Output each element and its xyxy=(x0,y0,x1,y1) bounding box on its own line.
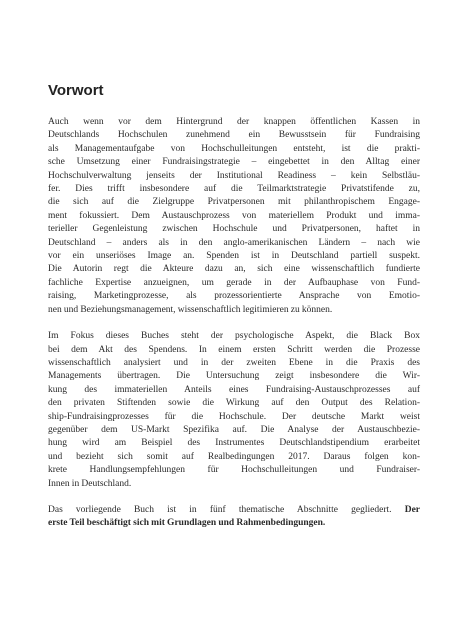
text-line: nen und Beziehungsmanagement, wissenschaftlich legitimieren zu können. xyxy=(48,304,333,315)
text-line: Innen in Deutschland. xyxy=(48,478,132,489)
text-line: fachliche Expertise anzueignen, um gerade in der Aufbauphase von Fund- xyxy=(48,277,420,288)
body-text xyxy=(48,116,420,531)
paragraph-1 xyxy=(48,116,420,317)
text-line: Auch wenn vor dem Hintergrund der knappen öffentlichen Kassen in xyxy=(48,117,420,127)
text-line: und bezieht sich somit auf Realbedingungen 2017. Daraus folgen kon- xyxy=(48,451,420,462)
paragraph-3-line-1 xyxy=(48,504,420,517)
text-line: die sich auf die Zielgruppe Privatpersonen mit philanthropischem Engage- xyxy=(48,197,420,208)
text-line: raising, Marketingprozesse, als prozessorientierte Ansprache von Emotio- xyxy=(48,291,420,302)
text-line: fer. Dies trifft insbesondere auf die Teilmarktstrategie Privatstifende zu, xyxy=(48,184,420,195)
text-line: vor ein unseriöses Image an. Spenden ist in Deutschland partiell suspekt. xyxy=(48,251,420,262)
text-line: Hochschulverwaltung jenseits der Institutional Readiness – kein Selbstläu- xyxy=(48,170,420,181)
page-heading: Vorwort xyxy=(48,82,104,99)
paragraph-3-regular-text: Das vorliegende Buch ist in fünf thematische Abschnitte gegliedert. xyxy=(48,504,392,515)
text-line: wissenschaftlich analysiert und in der zweiten Ebene in die Praxis des xyxy=(48,357,420,368)
paragraph-3-line-2: erste Teil beschäftigt sich mit Grundlagen und Rahmenbedingungen. xyxy=(48,518,326,529)
paragraph-3-bold-start: Der xyxy=(404,504,420,515)
paragraph-3 xyxy=(48,504,420,531)
text-line: krete Handlungsempfehlungen für Hochschulleitungen und Fundraiser- xyxy=(48,465,420,476)
text-line: ship-Fundraisingprozesses für die Hochschule. Der deutsche Markt weist xyxy=(48,411,420,422)
text-line: bei dem Akt des Spendens. In einem ersten Schritt werden die Prozesse xyxy=(48,344,420,355)
text-line: gegenüber dem US-Markt Spezifika auf. Die Analyse der Austauschbezie- xyxy=(48,424,420,435)
text-line: hung wird am Beispiel des Instrumentes Deutschlandstipendium erarbeitet xyxy=(48,438,420,449)
text-line: Deutschland – anders als in den anglo-amerikanischen Ländern – nach wie xyxy=(48,237,420,248)
text-line: Im Fokus dieses Buches steht der psychologische Aspekt, die Black Box xyxy=(48,331,420,342)
text-line: als Managementaufgabe von Hochschulleitungen entsteht, ist die prakti- xyxy=(48,143,420,154)
text-line: Deutschlands Hochschulen zunehmend ein Bewusstsein für Fundraising xyxy=(48,130,420,141)
text-line: Managements übertragen. Die Untersuchung zeigt insbesondere die Wir- xyxy=(48,371,420,382)
text-line: den privaten Stiftenden sowie die Wirkung auf den Output des Relation- xyxy=(48,398,420,409)
text-line: Die Autorin regt die Akteure dazu an, sich eine wissenschaftlich fundierte xyxy=(48,264,420,275)
text-line: sche Umsetzung einer Fundraisingstrategie – eingebettet in den Alltag einer xyxy=(48,157,420,168)
paragraph-2 xyxy=(48,330,420,491)
text-line: terieller Gegenleistung zwischen Hochschule und Privatpersonen, haftet in xyxy=(48,224,420,235)
text-line: kung des immateriellen Anteils eines Fundraising-Austauschprozesses auf xyxy=(48,384,420,395)
text-line: ment fokussiert. Dem Austauschprozess von materiellem Produkt und imma- xyxy=(48,210,420,221)
